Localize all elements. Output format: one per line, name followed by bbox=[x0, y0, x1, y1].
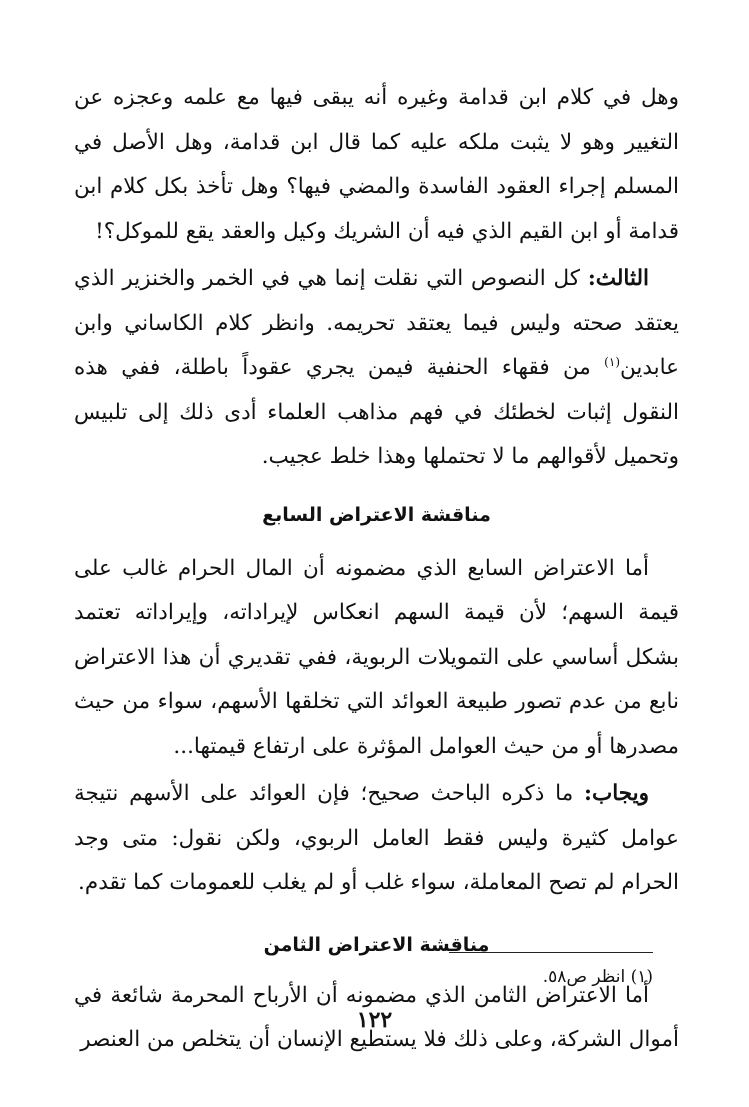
point-label-third: الثالث: bbox=[587, 266, 649, 291]
page-number: ١٢٢ bbox=[356, 1007, 393, 1033]
paragraph-text: أما الاعتراض السابع الذي مضمونه أن المال الحرام غالب على قيمة السهم؛ لأن قيمة السهم انعكاس لإيراداته، وإيراداته تعتمد بشكل أساسي على التمويلات الربوية، ففي تقديري أن هذا الاعتراض نابع من عدم تصور طبيعة العوائد التي تخلقها الأسهم، سواء من حيث مصدرها أو من حيث العوامل المؤثرة على ارتفاع قيمتها... bbox=[74, 555, 679, 759]
section-heading-seventh-objection: مناقشة الاعتراض السابع bbox=[262, 503, 491, 526]
paragraph-reply bbox=[74, 772, 679, 906]
footnote-divider bbox=[449, 952, 653, 953]
paragraph-ibn-qudama-questions bbox=[74, 76, 679, 254]
paragraph-text: ما ذكره الباحث صحيح؛ فإن العوائد على الأسهم نتيجة عوامل كثيرة وليس فقط العامل الربوي، ولكن نقول: متى وجد الحرام لم تصح المعاملة، سواء غلب أو لم يغلب للعمومات كما تقدم. bbox=[74, 781, 679, 895]
paragraph-text: أما الاعتراض الثامن الذي مضمونه أن الأرباح المحرمة شائعة في أموال الشركة، وعلى ذلك فلا يستطيع الإنسان أن يتخلص من العنصر bbox=[74, 982, 679, 1052]
paragraph-text: وهل في كلام ابن قدامة وغيره أنه يبقى فيها مع علمه وعجزه عن التغيير وهو لا يثبت ملكه عليه كما قال ابن قدامة، وهل الأصل في المسلم إجراء العقود الفاسدة والمضي فيها؟ وهل تأخذ بكل كلام ابن قدامة أو ابن القيم الذي فيه أن الشريك وكيل والعقد يقع للموكل؟! bbox=[74, 85, 679, 244]
footnote: (١) انظر ص٥٨. bbox=[542, 967, 653, 987]
paragraph-text: من فقهاء الحنفية فيمن يجري عقوداً باطلة، ففي هذه النقول إثبات لخطئك في فهم مذاهب العلماء أدى ذلك إلى تلبيس وتحميل لأقوالهم ما لا تحتملها وهذا خلط عجيب. bbox=[74, 355, 679, 469]
paragraph-seventh-objection bbox=[74, 547, 679, 770]
paragraph-text: كل النصوص التي نقلت إنما هي في الخمر والخنزير الذي يعتقد صحته وليس فيما يعتقد تحريمه. وانظر كلام الكاساني وابن عابدين bbox=[74, 266, 679, 380]
paragraph-third-point bbox=[74, 257, 679, 480]
reply-label: ويجاب: bbox=[584, 781, 649, 806]
footnote-marker: (١) bbox=[604, 354, 620, 369]
section-heading-eighth-objection: مناقشة الاعتراض الثامن bbox=[263, 933, 490, 956]
